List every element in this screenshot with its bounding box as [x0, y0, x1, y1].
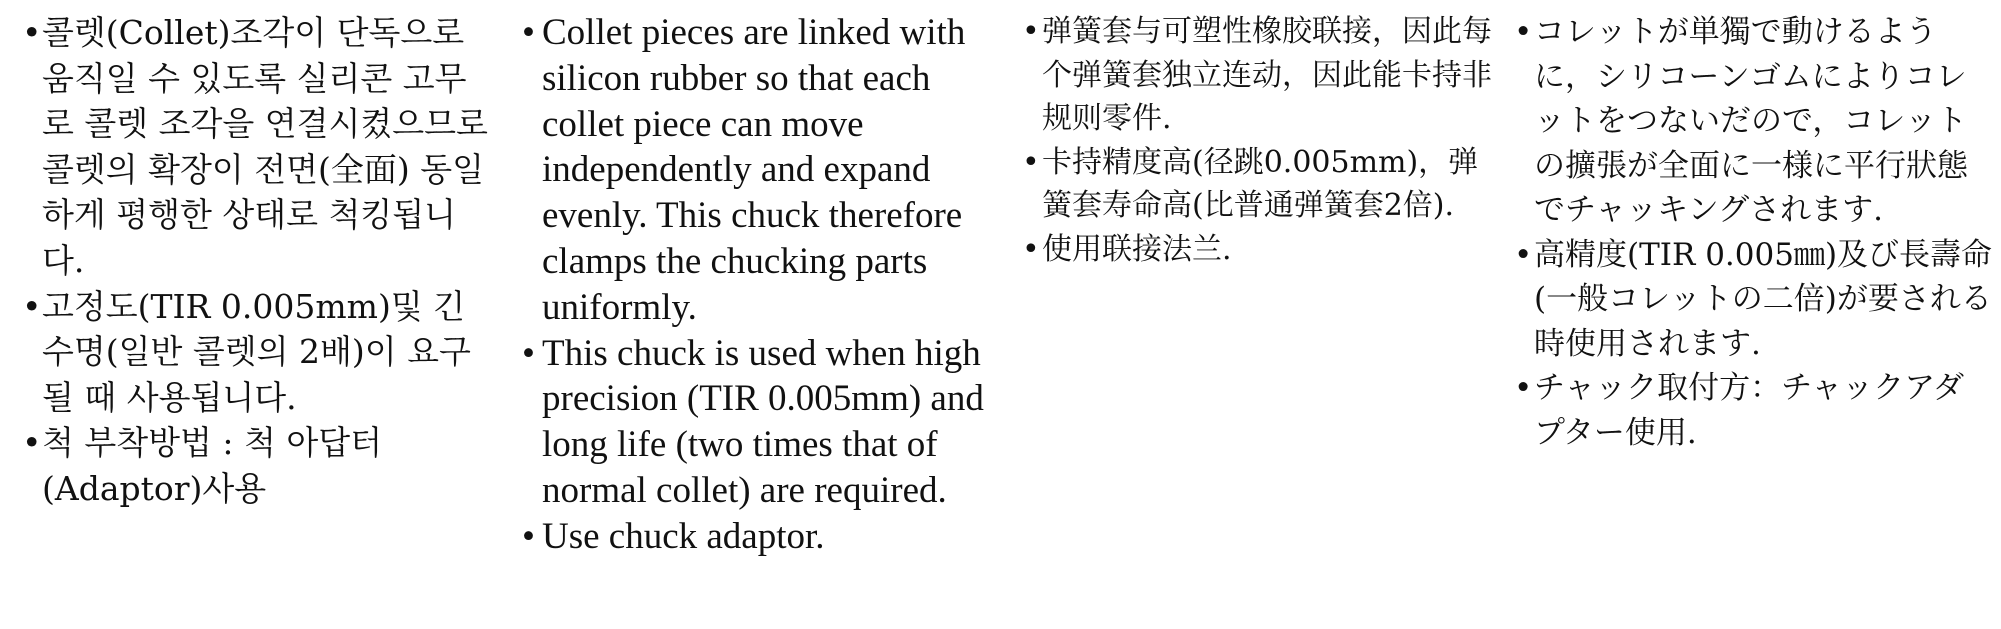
korean-bullet-list	[22, 10, 492, 512]
chinese-column	[1022, 10, 1492, 271]
english-item-precision: • This chuck is used when high precision (TIR 0.005mm) and long life (two times that of normal collet) are required.	[522, 331, 1002, 514]
japanese-item-mounting: • チャック取付方：チャックアダプター使用.	[1514, 366, 1994, 455]
english-item-mounting: • Use chuck adaptor.	[522, 514, 1002, 560]
korean-item-mounting: • 척 부착방법 : 척 아답터(Adaptor)사용	[22, 420, 492, 511]
chinese-item-collet-linking: • 弹簧套与可塑性橡胶联接，因此每个弹簧套独立连动，因此能卡持非规则零件.	[1022, 10, 1492, 141]
korean-column	[22, 10, 492, 512]
chinese-item-precision: • 卡持精度高(径跳0.005mm)，弹簧套寿命高(比普通弹簧套2倍).	[1022, 141, 1492, 228]
korean-item-precision: • 고정도(TIR 0.005mm)및 긴 수명(일반 콜렛의 2배)이 요구될 때 사용됩니다.	[22, 284, 492, 421]
korean-item-collet-linking: • 콜렛(Collet)조각이 단독으로 움직일 수 있도록 실리콘 고무로 콜렛 조각을 연결시켰으므로 콜렛의 확장이 전면(全面) 동일하게 평행한 상태로 척킹됩니다.	[22, 10, 492, 284]
english-item-collet-linking: • Collet pieces are linked with silicon rubber so that each collet piece can move independently and expand evenly. This chuck therefore clamps the chucking parts uniformly.	[522, 10, 1002, 331]
japanese-item-precision: • 高精度(TIR 0.005㎜)及び長壽命(一般コレットの二倍)が要される時使用されます.	[1514, 233, 1994, 367]
japanese-bullet-list	[1514, 10, 1994, 455]
chinese-bullet-list	[1022, 10, 1492, 271]
english-column	[522, 10, 1002, 560]
japanese-item-collet-linking: • コレットが単獨で動けるように，シリコーンゴムによりコレットをつないだので，コレットの擴張が全面に一様に平行狀態でチャッキングされます.	[1514, 10, 1994, 233]
english-bullet-list	[522, 10, 1002, 560]
japanese-column	[1514, 10, 1994, 455]
chinese-item-mounting: • 使用联接法兰.	[1022, 228, 1492, 272]
